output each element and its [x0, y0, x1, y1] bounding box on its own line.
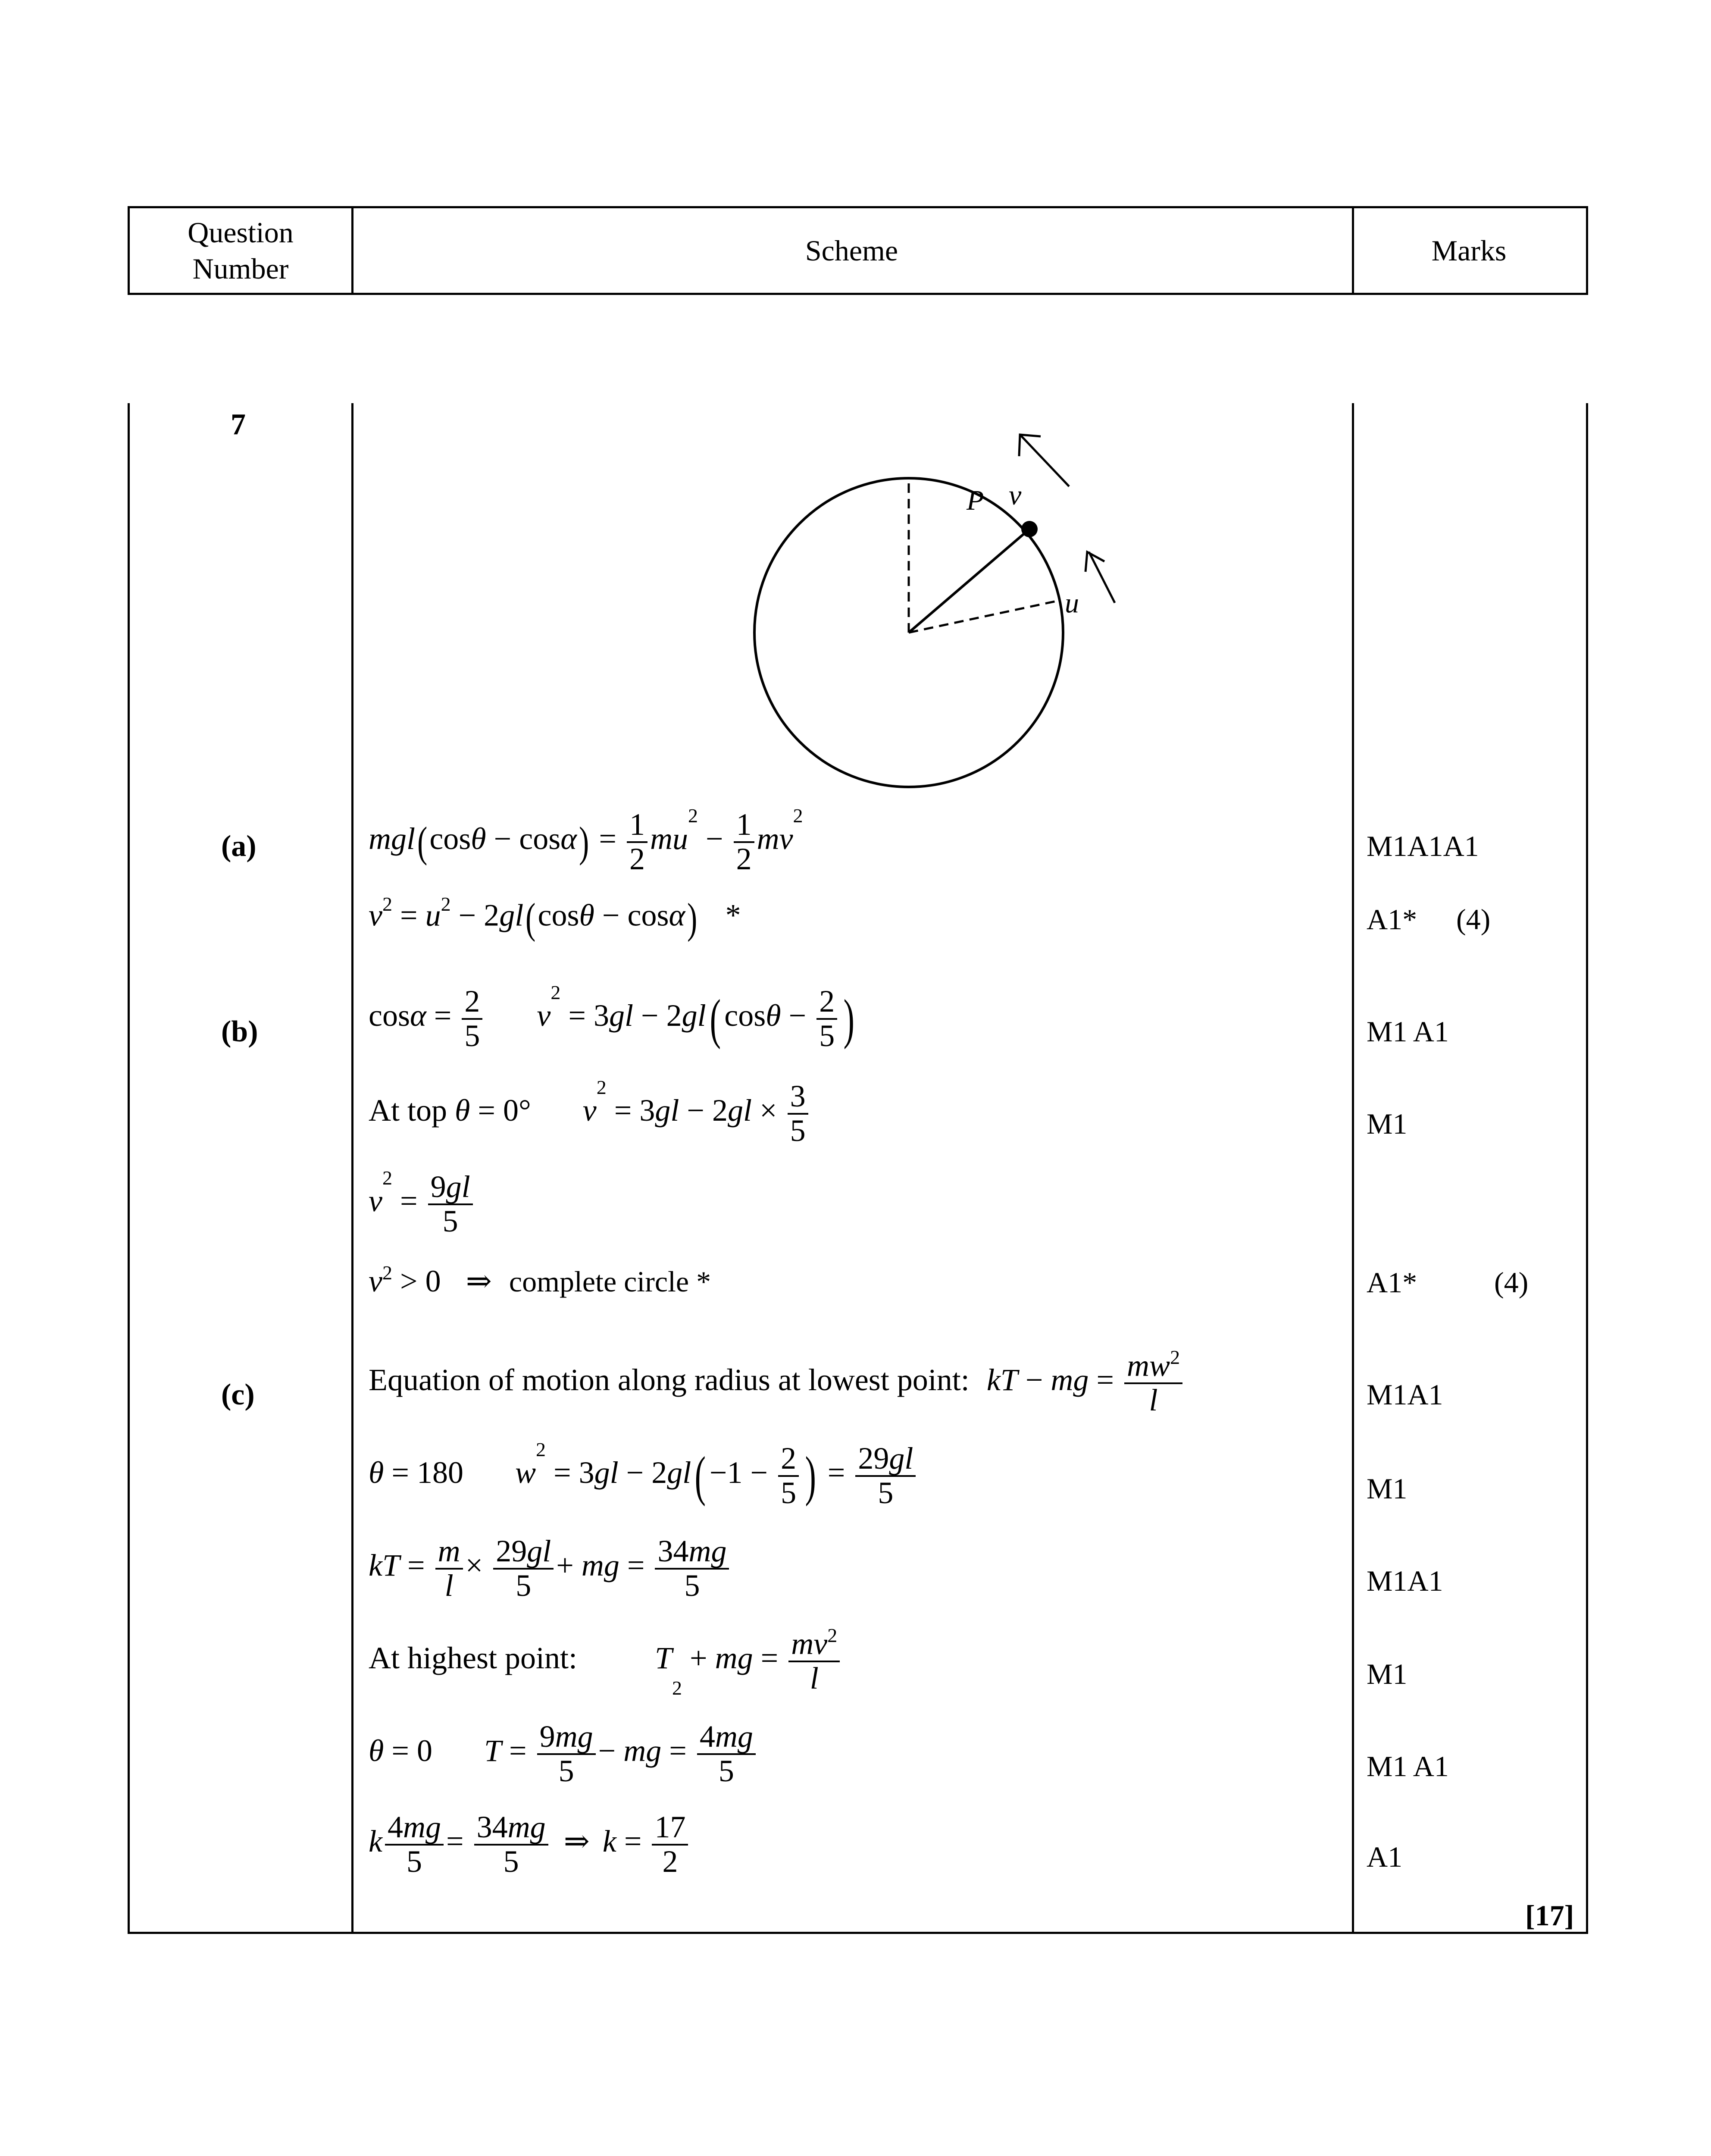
mark-a1: M1A1A1: [1367, 830, 1479, 862]
particle-p: [1021, 521, 1038, 537]
mark-b-total: (4): [1494, 1266, 1529, 1299]
question-number-header: Question Number: [188, 216, 294, 285]
label-u: u: [1065, 587, 1079, 619]
part-b-equation-1: cosα = $\frac{2}{5}$ $v^2 = 3gl - 2gl$( cosθ − $\frac{2}{5}$ ): [369, 981, 855, 1053]
circle-diagram: [733, 423, 1147, 811]
column-divider: [351, 403, 353, 1932]
label-p: P: [967, 485, 984, 516]
mark-c2: M1: [1367, 1472, 1408, 1505]
part-c-label: (c): [221, 1378, 255, 1411]
part-a-label: (a): [221, 830, 256, 863]
part-a-equation-1: mgl(cosθ − cosα) = $\frac{1}{2}$ $mu^2$ − $\frac{1}{2}$ $mv^2$: [369, 805, 803, 876]
mark-c4: M1: [1367, 1658, 1408, 1690]
part-c-equation-6: k $\frac{4mg}{5}$ = $\frac{34mg}{5}$ ⇒ k = $\frac{17}{2}$: [369, 1811, 691, 1878]
part-b-equation-4: $v^2 > 0$ ⇒ complete circle *: [369, 1262, 711, 1298]
mark-c6: A1: [1367, 1840, 1403, 1873]
mark-a2: A1*: [1367, 903, 1417, 936]
label-v: v: [1009, 479, 1022, 511]
mark-c5: M1 A1: [1367, 1750, 1449, 1783]
mark-b1: M1 A1: [1367, 1015, 1449, 1048]
mark-b2: M1: [1367, 1107, 1408, 1140]
star: *: [725, 898, 741, 933]
header-table: [128, 206, 1588, 295]
part-c-equation-3: kT = $\frac{m}{l}$ × $\frac{29gl}{5}$ + mg = $\frac{34mg}{5}$: [369, 1535, 732, 1602]
eq-motion-text: Equation of motion along radius at lowest point:: [369, 1363, 970, 1398]
marks-header: Marks: [1431, 234, 1507, 267]
part-a-equation-2: $v^2 = u^2 - 2gl(\cos\theta - \cos\alpha)$ *: [369, 893, 741, 942]
question-number: 7: [231, 408, 246, 441]
part-c-equation-2: θ = 180 $w^2 = 3gl - 2gl( -1$ − $\frac{2}{5}$ ) = $\frac{29gl}{5}$: [369, 1442, 918, 1509]
part-b-equation-2: At top θ = 0° $v^2 = 3gl - 2gl$ × $\frac{3}{5}$: [369, 1080, 811, 1147]
complete-circle-text: complete circle *: [509, 1265, 711, 1298]
at-highest-text: At highest point:: [369, 1641, 577, 1676]
mark-a-total: (4): [1456, 903, 1491, 936]
radius-to-u-dashed: [909, 600, 1060, 633]
part-b-label: (b): [221, 1015, 258, 1048]
part-c-equation-4: At highest point: T2 + mg = $\frac{mv^2}{l}$: [369, 1628, 842, 1695]
mark-c3: M1A1: [1367, 1564, 1443, 1597]
part-c-equation-5: θ = 0 T = $\frac{9mg}{5}$ − mg = $\frac{4mg}{5}$: [369, 1720, 758, 1787]
total-marks: [17]: [1525, 1899, 1574, 1932]
radius-to-p: [909, 529, 1029, 633]
velocity-v-arrow: [1021, 436, 1069, 486]
mark-b4: A1*: [1367, 1266, 1417, 1299]
part-b-equation-3: $v^2$ = $\frac{9gl}{5}$: [369, 1171, 475, 1238]
mark-c1: M1A1: [1367, 1378, 1443, 1411]
at-top-text: At top: [369, 1093, 447, 1128]
column-divider: [1352, 403, 1354, 1932]
part-c-equation-1: Equation of motion along radius at lowest point: kT − mg = $\frac{mw^2}{l}$: [369, 1350, 1185, 1416]
scheme-header: Scheme: [805, 234, 898, 267]
